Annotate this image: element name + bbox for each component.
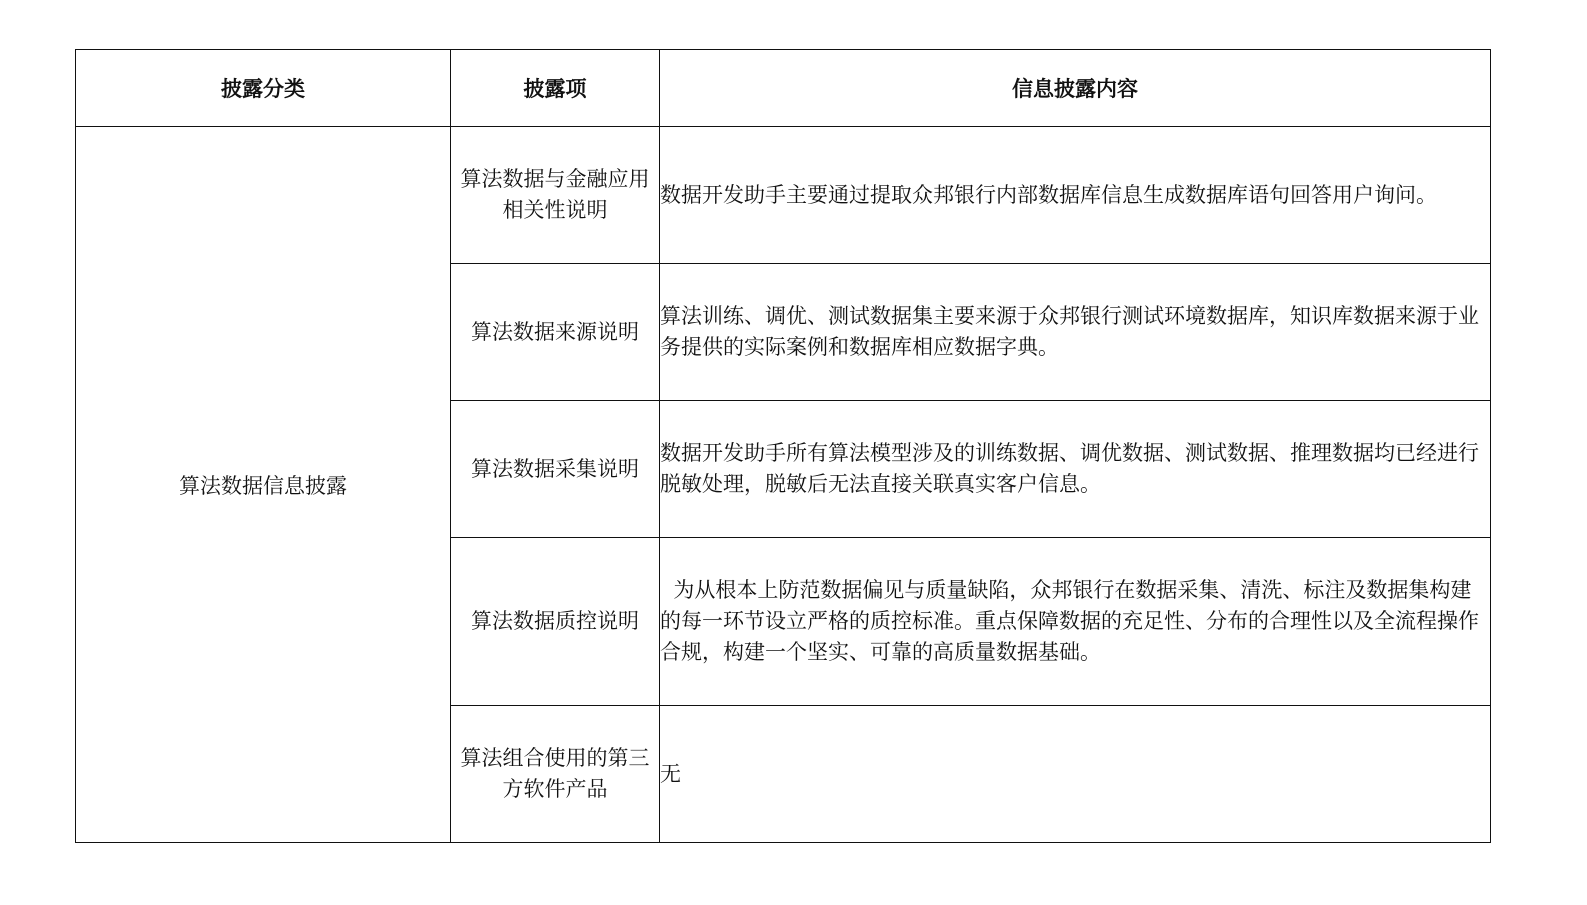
item-cell: 算法数据来源说明	[451, 264, 660, 401]
content-cell: 算法训练、调优、测试数据集主要来源于众邦银行测试环境数据库，知识库数据来源于业务提供的实际案例和数据库相应数据字典。	[660, 264, 1491, 401]
item-cell: 算法数据采集说明	[451, 401, 660, 538]
table-row	[76, 127, 1491, 264]
content-cell: 无	[660, 706, 1491, 843]
item-cell: 算法数据质控说明	[451, 538, 660, 706]
header-category: 披露分类	[76, 50, 451, 127]
header-row	[76, 50, 1491, 127]
content-cell: 数据开发助手所有算法模型涉及的训练数据、调优数据、测试数据、推理数据均已经进行脱敏处理，脱敏后无法直接关联真实客户信息。	[660, 401, 1491, 538]
content-cell: 数据开发助手主要通过提取众邦银行内部数据库信息生成数据库语句回答用户询问。	[660, 127, 1491, 264]
item-cell: 算法数据与金融应用相关性说明	[451, 127, 660, 264]
header-content: 信息披露内容	[660, 50, 1491, 127]
category-cell: 算法数据信息披露	[76, 127, 451, 843]
content-cell: 为从根本上防范数据偏见与质量缺陷，众邦银行在数据采集、清洗、标注及数据集构建的每一环节设立严格的质控标准。重点保障数据的充足性、分布的合理性以及全流程操作合规，构建一个坚实、可靠的高质量数据基础。	[660, 538, 1491, 706]
item-cell: 算法组合使用的第三方软件产品	[451, 706, 660, 843]
disclosure-table	[75, 49, 1491, 843]
header-item: 披露项	[451, 50, 660, 127]
